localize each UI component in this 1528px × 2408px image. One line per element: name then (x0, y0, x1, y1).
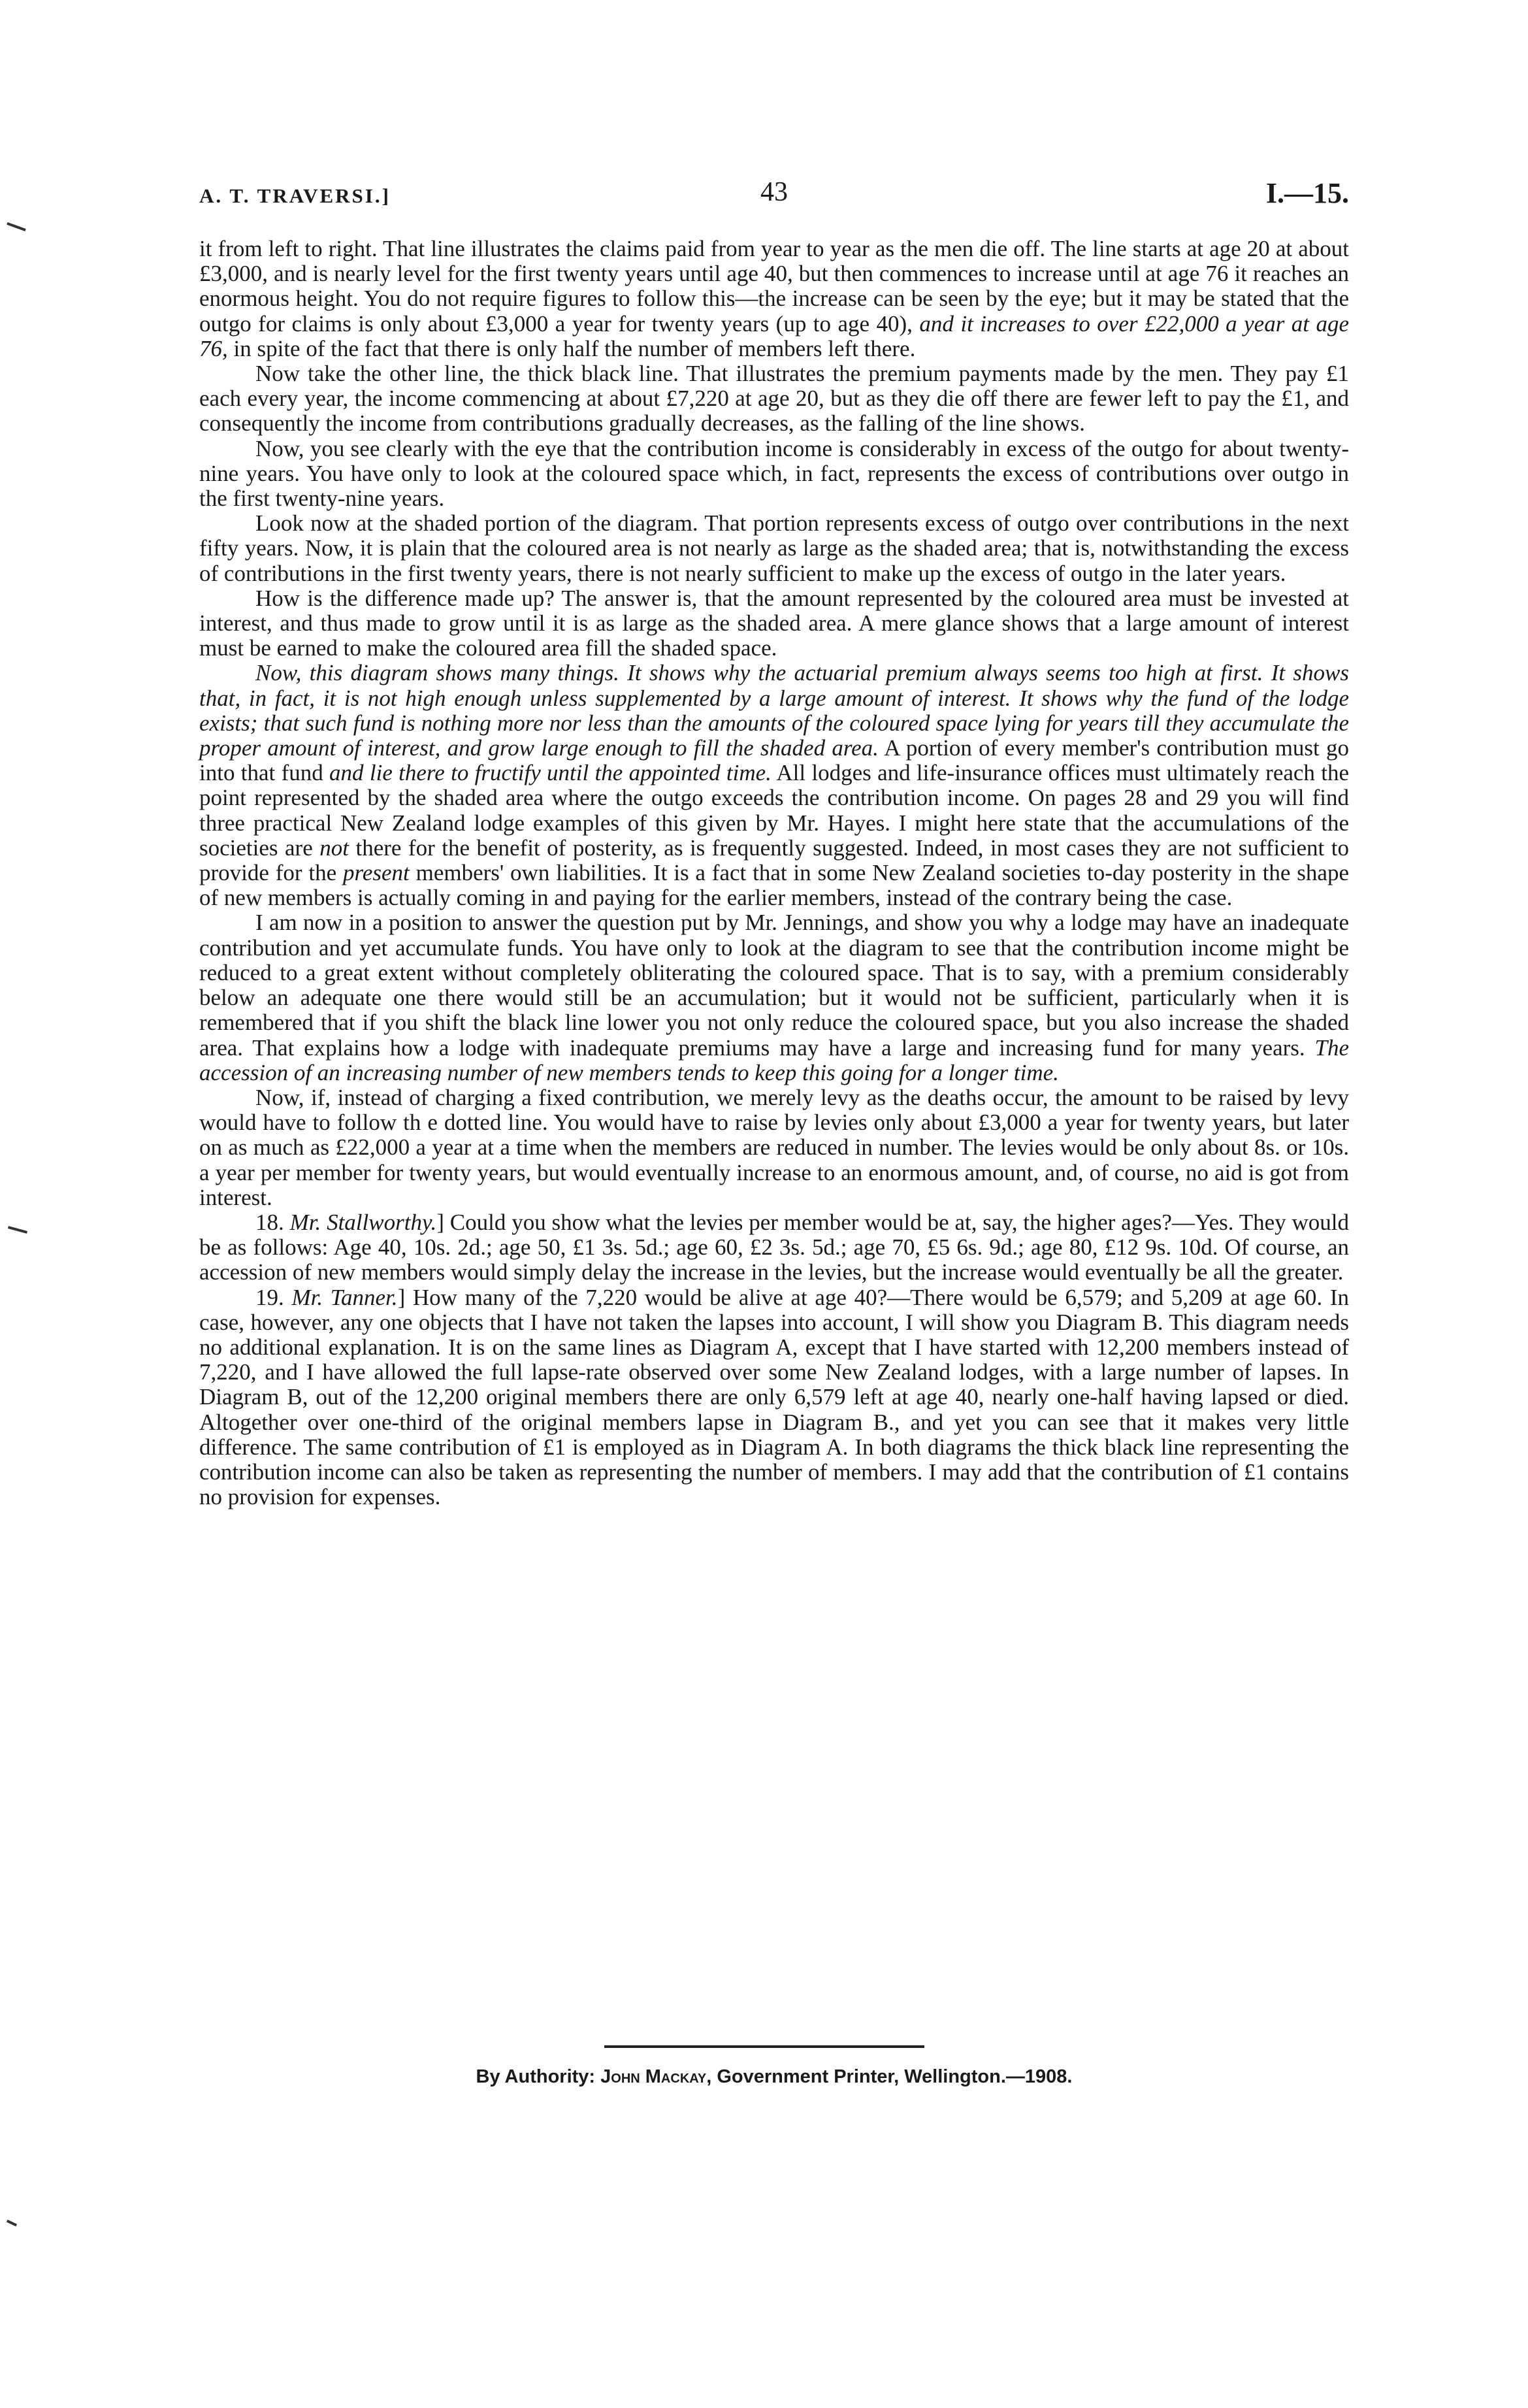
paragraph (199, 910, 1349, 1085)
text-run: A portion of every member's contribution must go into that fund (199, 735, 1350, 786)
text-run: there for the benefit of posterity, as is frequently suggested. Indeed, in most cases they are not sufficient to provide for the (199, 834, 1349, 886)
scan-margin-mark (7, 2220, 17, 2226)
italic-text-run: Now, this diagram shows many things. It shows why the actuarial premium always seems too high at first. It shows that, in fact, it is not high enough unless supplemented by a large amount of interest. It shows why the fund of the lodge exists; that such fund is nothing more nor less than the amounts of the coloured space lying for years till they accumulate the proper amount of interest, and grow large enough to fill the shaded area. (199, 660, 1349, 761)
italic-text-run: and lie there to fructify until the appointed time. (329, 760, 772, 786)
paragraph (199, 361, 1349, 437)
imprint-suffix: , Government Printer, Wellington.—1908. (706, 2066, 1073, 2087)
paragraph (199, 1285, 1349, 1510)
header-witness-name: A. T. TRAVERSI.] (199, 184, 391, 207)
text-run: members' own liabilities. It is a fact that in some New Zealand societies to-day posterity in the shape of new members is actually coming in and paying for the earlier members, instead of the contrary being the case. (199, 860, 1349, 911)
paragraph (199, 511, 1349, 586)
text-run: ] Could you show what the levies per member would be at, say, the higher ages?—Yes. They would be as follows: Age 40, 10s. 2d.; age 50, £1 3s. 5d.; age 60, £2 3s. 5d.; age 70, £5 6s. 9d.; age 80, £12 9s. 10d. Of course, an accession of new members would simply delay the increase in the levies, but the increase would eventually be all the greater. (199, 1209, 1349, 1285)
italic-text-run: Mr. Stallworthy. (289, 1209, 437, 1235)
imprint-printer-name: John Mackay (600, 2066, 707, 2087)
italic-text-run: The accession of an increasing number of new members tends to keep this going for a longer time. (199, 1034, 1349, 1085)
header-paper-reference: I.—15. (1265, 177, 1349, 209)
text-run: All lodges and life-insurance offices must ultimately reach the point represented by the shaded area where the outgo exceeds the contribution income. On pages 28 and 29 you will find three practical New Zealand lodge examples of this given by Mr. Hayes. I might here state that the accumulations of the societies are (199, 760, 1349, 861)
footer-divider (604, 2045, 924, 2048)
text-run: I am now in a position to answer the question put by Mr. Jennings, and show you why a lodge may have an inadequate contribution and yet accumulate funds. You have only to look at the diagram to see that the contribution income might be reduced to a great extent without completely obliterating the coloured space. That is to say, with a premium considerably below an adequate one there would still be an accumulation; but it would not be sufficient, particularly when it is remembered that if you shift the black line lower you not only reduce the coloured space, but you also increase the shaded area. That explains how a lodge with inadequate premiums may have a large and increasing fund for many years. (199, 910, 1349, 1061)
italic-text-run: Mr. Tanner. (291, 1284, 398, 1310)
page-number: 43 (760, 177, 788, 207)
imprint-footer (199, 2066, 1349, 2088)
text-run: How is the difference made up? The answer is, that the amount represented by the coloured area must be invested at interest, and thus made to grow until it is as large as the shaded area. A mere glance shows that a large amount of interest must be earned to make the coloured area fill the shaded space. (199, 585, 1349, 661)
text-run: Now, if, instead of charging a fixed contribution, we merely levy as the deaths occur, the amount to be raised by levy would have to follow th e dotted line. You would have to raise by levies only about £3,000 a year for twenty years, but later on as much as £22,000 a year at a time when the members are reduced in number. The levies would be only about 8s. or 10s. a year per member for twenty years, but would eventually increase to an enormous amount, and, of course, no aid is got from interest. (199, 1084, 1349, 1210)
italic-text-run: and it increases to over £22,000 a year at age 76, (199, 310, 1349, 361)
text-run: ] How many of the 7,220 would be alive at age 40?—There would be 6,579; and 5,209 at age 60. In case, however, any one objects that I have not taken the lapses into account, I will show you Diagram B. This diagram needs no additional explanation. It is on the same lines as Diagram A, except that I have started with 12,200 members instead of 7,220, and I have allowed the full lapse-rate observed over some New Zealand lodges, with a large number of lapses. In Diagram B, out of the 12,200 original members there are only 6,579 left at age 40, nearly one-half having lapsed or died. Altogether over one-third of the original members lapse in Diagram B., and yet you can see that it makes very little difference. The same contribution of £1 is employed as in Diagram A. In both diagrams the thick black line representing the contribution income can also be taken as representing the number of members. I may add that the contribution of £1 contains no provision for expenses. (199, 1284, 1349, 1510)
body-text (199, 237, 1349, 1509)
imprint-prefix: By Authority: (476, 2066, 601, 2087)
paragraph (199, 586, 1349, 661)
text-run: 18. (255, 1209, 290, 1235)
paragraph (199, 437, 1349, 512)
paragraph (199, 237, 1349, 361)
scan-margin-mark (7, 222, 26, 231)
text-run: Now, you see clearly with the eye that the contribution income is considerably in excess of the outgo for about twenty-nine years. You have only to look at the coloured space which, in fact, represents the excess of contributions over outgo in the first twenty-nine years. (199, 435, 1349, 512)
italic-text-run: present (343, 860, 410, 886)
scan-margin-mark (8, 1226, 27, 1234)
paragraph (199, 1210, 1349, 1285)
page-header (199, 176, 1349, 216)
paragraph (199, 1085, 1349, 1210)
text-run: Now take the other line, the thick black line. That illustrates the premium payments made by the men. They pay £1 each every year, the income commencing at about £7,220 at age 20, but as they die off there are fewer left to pay the £1, and consequently the income from contributions gradually decreases, as the falling of the line shows. (199, 361, 1349, 437)
text-run: it from left to right. That line illustrates the claims paid from year to year as the men die off. The line starts at age 20 at about £3,000, and is nearly level for the first twenty years until age 40, but then commences to increase until at age 76 it reaches an enormous height. You do not require figures to follow this—the increase can be seen by the eye; but it may be stated that the outgo for claims is only about £3,000 a year for twenty years (up to age 40), (199, 236, 1349, 337)
paragraph (199, 661, 1349, 910)
text-run: Look now at the shaded portion of the diagram. That portion represents excess of outgo over contributions in the next fifty years. Now, it is plain that the coloured area is not nearly as large as the shaded area; that is, notwithstanding the excess of contributions in the first twenty years, there is not nearly sufficient to make up the excess of outgo in the later years. (199, 510, 1349, 586)
text-run: in spite of the fact that there is only half the number of members left there. (227, 335, 916, 361)
text-run: 19. (255, 1284, 292, 1310)
italic-text-run: not (319, 834, 349, 861)
